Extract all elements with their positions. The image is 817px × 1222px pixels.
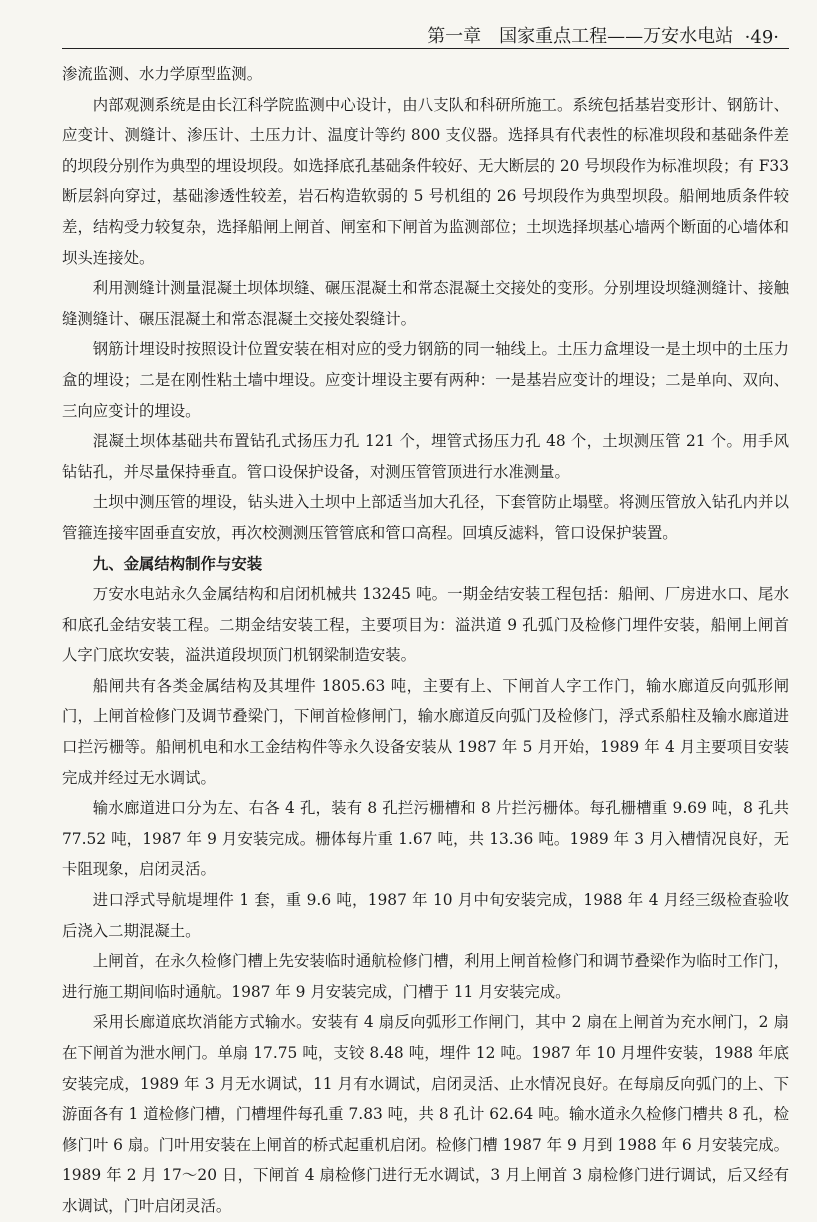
paragraph: 内部观测系统是由长江科学院监测中心设计，由八支队和科研所施工。系统包括基岩变形计、钢筋计、应变计、测缝计、渗压计、土压力计、温度计等约 800 支仪器。选择具有代表性的标准坝段和基础条件差的坝段分别作为典型的埋设坝段。如选择底孔基础条件较好、无大断层的 20 号坝段作为标准坝段；有 F33 断层斜向穿过，基础渗透性较差，岩石构造软弱的 5 号机组的 26 号坝段作为典型坝段。船闸地质条件较差，结构受力较复杂，选择船闸上闸首、闸室和下闸首为监测部位；土坝选择坝基心墙两个断面的心墙体和坝头连接处。 — [62, 95, 789, 267]
paragraph: 进口浮式导航堤埋件 1 套，重 9.6 吨，1987 年 10 月中旬安装完成，1988 年 4 月经三级检查验收后浇入二期混凝土。 — [62, 891, 789, 940]
running-header — [62, 18, 789, 49]
paragraph: 船闸共有各类金属结构及其埋件 1805.63 吨，主要有上、下闸首人字工作门，输水廊道反向弧形闸门，上闸首检修门及调节叠梁门，下闸首检修闸门，输水廊道反向弧门及检修门，浮式系船柱及输水廊道进口拦污栅等。船闸机电和水工金结构件等永久设备安装从 1987 年 5 月开始，1989 年 4 月主要项目安装完成并经过无水调试。 — [62, 676, 789, 787]
paragraph: 土坝中测压管的埋设，钻头进入土坝中上部适当加大孔径，下套管防止塌壁。将测压管放入钻孔内并以管箍连接牢固垂直安放，再次校测测压管管底和管口高程。回填反滤料，管口设保护装置。 — [62, 493, 789, 542]
paragraph: 采用长廊道底坎消能方式输水。安装有 4 扇反向弧形工作闸门，其中 2 扇在上闸首为充水闸门，2 扇在下闸首为泄水闸门。单扇 17.75 吨，支铰 8.48 吨，埋件 12 吨。1987 年 10 月埋件安装，1988 年底安装完成，1989 年 3 月无水调试，11 月有水调试，启闭灵活、止水情况良好。在每扇反向弧门的上、下游面各有 1 道检修门槽，门槽埋件每孔重 7.83 吨，共 8 孔计 62.64 吨。输水道永久检修门槽共 8 孔，检修门叶 6 扇。门叶用安装在上闸首的桥式起重机启闭。检修门槽 1987 年 9 月到 1988 年 6 月安装完成。1989 年 2 月 17～20 日，下闸首 4 扇检修门进行无水调试，3 月上闸首 3 扇检修门进行调试，后又经有水调试，门叶启闭灵活。 — [62, 1013, 789, 1215]
paragraph: 利用测缝计测量混凝土坝体坝缝、碾压混凝土和常态混凝土交接处的变形。分别埋设坝缝测缝计、接触缝测缝计、碾压混凝土和常态混凝土交接处裂缝计。 — [62, 279, 789, 328]
paragraph: 渗流监测、水力学原型监测。 — [62, 65, 263, 83]
paragraph: 混凝土坝体基础共布置钻孔式扬压力孔 121 个，埋管式扬压力孔 48 个，土坝测压管 21 个。用手风钻钻孔，并尽量保持垂直。管口设保护设备，对测压管管顶进行水准测量。 — [62, 432, 789, 481]
page-number: ·49· — [744, 27, 779, 48]
paragraph: 上闸首，在永久检修门槽上先安装临时通航检修门槽，利用上闸首检修门和调节叠梁作为临时工作门，进行施工期间临时通航。1987 年 9 月安装完成，门槽于 11 月安装完成。 — [62, 952, 789, 1001]
chapter-title: 第一章 国家重点工程——万安水电站 — [427, 26, 734, 47]
body-text — [62, 59, 789, 1222]
paragraph: 万安水电站永久金属结构和启闭机械共 13245 吨。一期金结安装工程包括：船闸、厂房进水口、尾水和底孔金结安装工程。二期金结安装工程，主要项目为：溢洪道 9 孔弧门及检修门埋件安装，船闸上闸首人字门底坎安装，溢洪道段坝顶门机钢梁制造安装。 — [62, 585, 789, 665]
section-heading: 九、金属结构制作与安装 — [92, 554, 263, 573]
paragraph: 钢筋计埋设时按照设计位置安装在相对应的受力钢筋的同一轴线上。土压力盒埋设一是土坝中的土压力盒的埋设；二是在刚性粘土墙中埋设。应变计埋设主要有两种：一是基岩应变计的埋设；二是单向、双向、三向应变计的埋设。 — [62, 340, 789, 420]
paragraph: 输水廊道进口分为左、右各 4 孔，装有 8 孔拦污栅槽和 8 片拦污栅体。每孔栅槽重 9.69 吨，8 孔共 77.52 吨，1987 年 9 月安装完成。栅体每片重 1.67 吨，共 13.36 吨。1989 年 3 月入槽情况良好，无卡阻现象，启闭灵活。 — [62, 799, 789, 879]
